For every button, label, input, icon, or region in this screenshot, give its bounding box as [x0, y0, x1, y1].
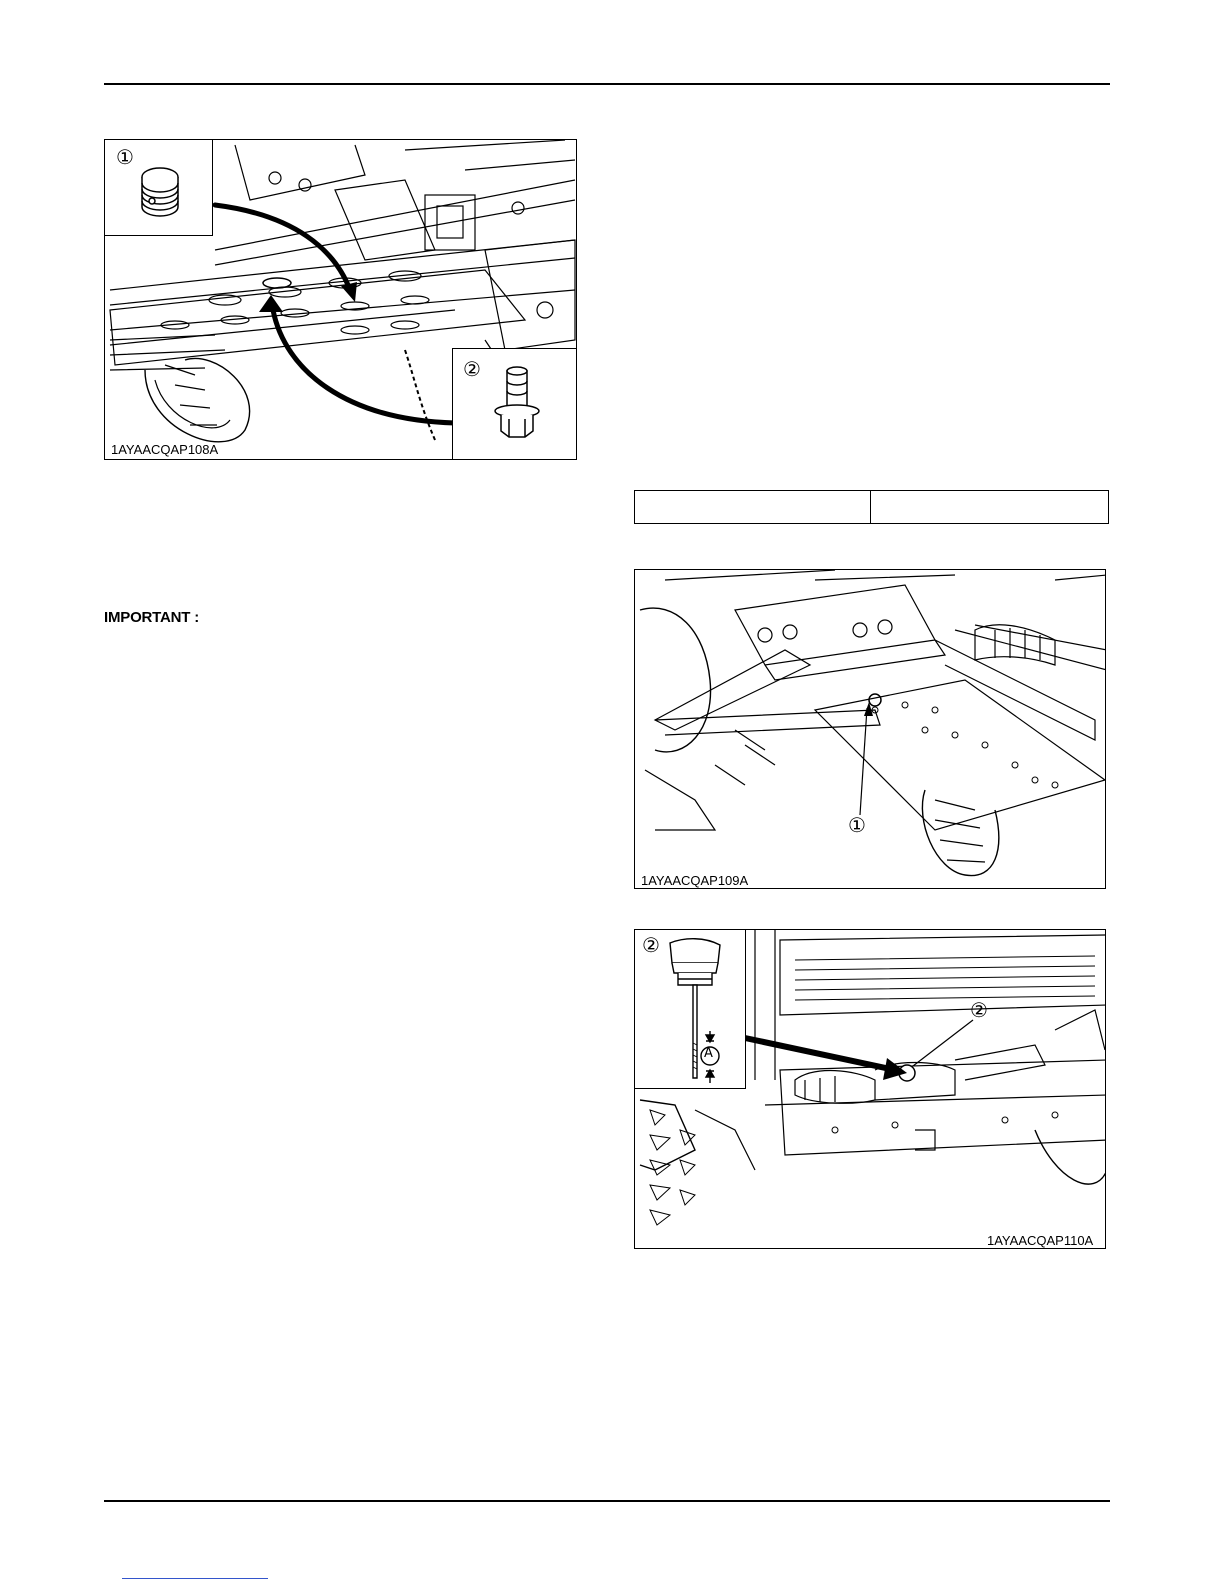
- callout-1: ①: [848, 813, 866, 837]
- figure-code: 1AYAACQAP109A: [641, 873, 749, 888]
- level-range-label: A: [704, 1046, 713, 1061]
- footer-rule: [104, 1500, 1110, 1502]
- drain-plug-icon: [130, 165, 190, 225]
- inset-filler-plug: [452, 348, 577, 460]
- callout-2: ②: [970, 998, 988, 1022]
- front-underside-illustration: [635, 570, 1106, 889]
- footer-link-underline[interactable]: [122, 1578, 268, 1579]
- important-label: IMPORTANT :: [104, 609, 200, 626]
- inset-drain-plug: [104, 139, 213, 236]
- spec-table-cell: [871, 491, 1108, 523]
- callout-1: ①: [116, 145, 134, 169]
- callout-2: ②: [463, 357, 481, 381]
- inset-dipstick: [634, 929, 746, 1089]
- figure-code: 1AYAACQAP110A: [987, 1233, 1094, 1248]
- header-rule: [104, 83, 1110, 85]
- dipstick-icon: [640, 933, 740, 1088]
- figure-code: 1AYAACQAP108A: [111, 442, 219, 457]
- spec-table: [634, 490, 1109, 524]
- figure-dipstick-check: [634, 929, 1106, 1249]
- filler-plug-icon: [487, 361, 547, 451]
- callout-2: ②: [642, 933, 660, 957]
- spec-table-cell: [635, 491, 871, 523]
- figure-drain-plug: [104, 139, 577, 460]
- figure-front-drain: [634, 569, 1106, 889]
